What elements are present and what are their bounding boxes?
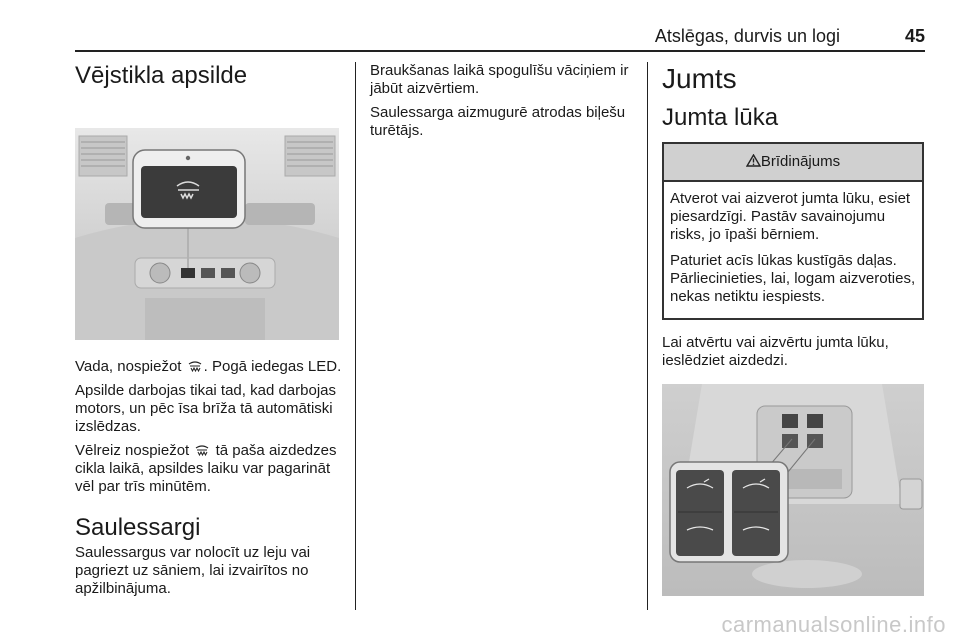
warning-triangle-icon — [746, 154, 761, 167]
column-divider — [355, 62, 356, 610]
page-header — [75, 22, 925, 52]
roof-console-illustration — [662, 384, 924, 596]
paragraph: Apsilde darbojas tikai tad, kad darbojas motors, un pēc īsa brīža tā automātiski izslēdzas. — [75, 382, 336, 435]
section-heading: Saulessargi — [75, 514, 201, 541]
warning-paragraph: Atverot vai aizverot jumta lūku, esiet piesardzīgi. Pastāv savainojumu risks, jo īpaši bērniem. — [670, 190, 911, 243]
text-run: Vada, nospiežot — [75, 358, 186, 375]
watermark: carmanualsonline.info — [721, 612, 946, 637]
paragraph: Saulessargus var nolocīt uz leju vai pagriezt uz sāniem, lai izvairītos no apžilbinājuma. — [75, 544, 311, 597]
paragraph — [75, 442, 345, 496]
text-run: Vēlreiz nospiežot — [75, 442, 194, 459]
column-divider — [647, 62, 648, 610]
paragraph: Braukšanas laikā spogulīšu vāciņiem ir jābūt aizvērtiem. — [370, 62, 629, 97]
section-heading: Jumta lūka — [662, 104, 779, 131]
warning-paragraph: Paturiet acīs lūkas kustīgās daļas. Pārliecinieties, lai, logam aizveroties, nekas netiktu iespiests. — [670, 252, 916, 305]
running-section-title: Atslēgas, durvis un logi — [654, 26, 840, 46]
page-number: 45 — [904, 26, 925, 46]
section-heading: Vējstikla apsilde — [75, 62, 248, 89]
warning-body — [664, 182, 922, 318]
column-left — [75, 62, 345, 604]
warning-header — [664, 144, 922, 182]
windshield-heater-icon — [188, 360, 202, 372]
warning-title: Brīdinājums — [760, 153, 841, 170]
windshield-heater-icon — [195, 444, 209, 456]
text-run: . Pogā iedegas LED. — [203, 358, 342, 375]
paragraph: Saulessarga aizmugurē atrodas biļešu turētājs. — [370, 104, 626, 139]
dashboard-illustration — [75, 128, 339, 340]
warning-box — [662, 142, 924, 320]
text-run: tā paša aizdedzes cikla laikā, apsildes laiku var pagarināt vēl par trīs minūtēm. — [75, 442, 337, 495]
windshield-heater-figure — [75, 128, 339, 340]
sunroof-switch-figure — [662, 384, 924, 596]
column-middle — [370, 62, 638, 146]
paragraph: Lai atvērtu vai aizvērtu jumta lūku, ieslēdziet aizdedzi. — [662, 334, 889, 369]
paragraph — [75, 358, 345, 376]
column-right — [662, 62, 924, 596]
chapter-heading: Jumts — [662, 63, 737, 94]
